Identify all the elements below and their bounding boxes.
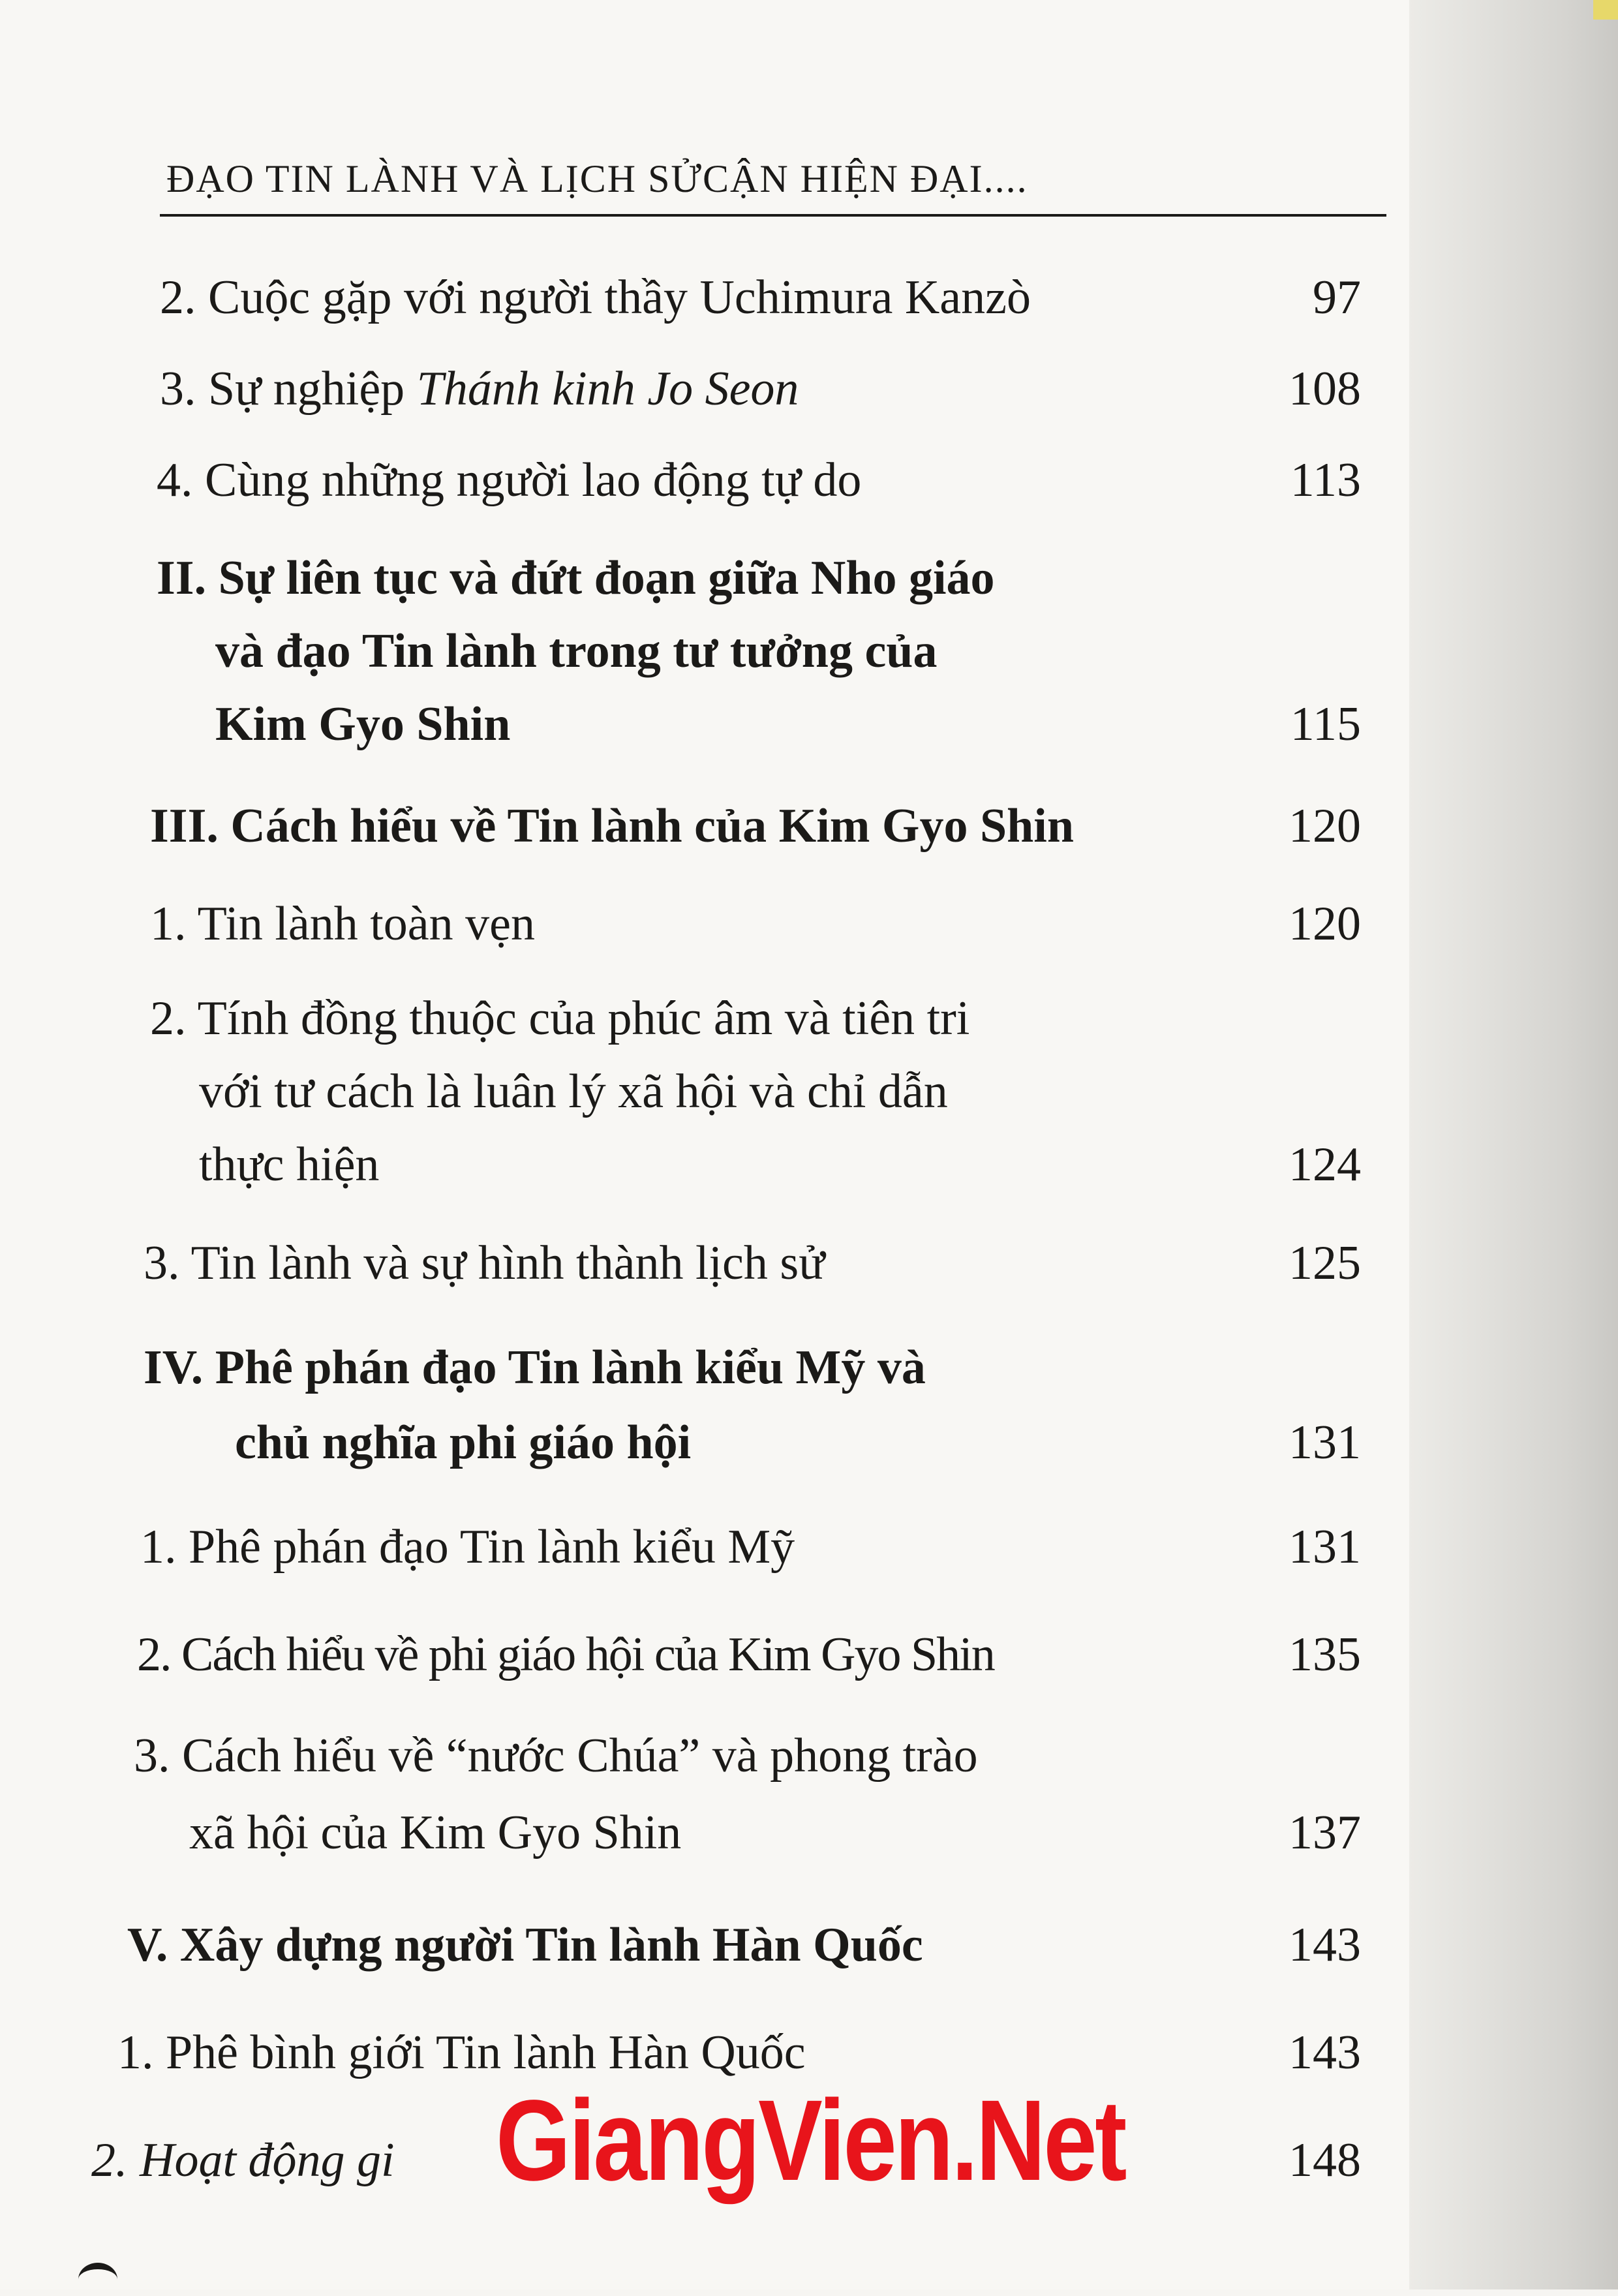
toc-entry-page: 143 [1289, 1918, 1361, 1972]
toc-entry-title: IV. Phê phán đạo Tin lành kiểu Mỹ và [144, 1341, 926, 1394]
toc-entry-page: 113 [1290, 453, 1361, 507]
toc-entry-page: 148 [1289, 2134, 1361, 2187]
toc-entry-title-cont: và đạo Tin lành trong tư tưởng của [215, 624, 938, 678]
toc-entry-page: 131 [1289, 1520, 1361, 1574]
toc-entry-title-cont: chủ nghĩa phi giáo hội [235, 1416, 692, 1469]
toc-entry-title-cont: Kim Gyo Shin [215, 697, 511, 751]
toc-entry-page: 131 [1289, 1416, 1361, 1469]
running-header: ĐẠO TIN LÀNH VÀ LỊCH SỬCẬN HIỆN ĐẠI.... [166, 157, 1028, 200]
header-rule [160, 214, 1386, 217]
book-gutter [1409, 0, 1618, 2289]
toc-entry-page: 120 [1289, 897, 1361, 951]
toc-entry-title: II. Sự liên tục và đứt đoạn giữa Nho giáo [157, 551, 995, 605]
toc-entry-page: 108 [1289, 362, 1361, 416]
toc-entry-page: 125 [1289, 1236, 1361, 1290]
toc-entry-title: 1. Phê phán đạo Tin lành kiểu Mỹ [140, 1520, 795, 1574]
toc-entry-title: 1. Tin lành toàn vẹn [150, 897, 535, 951]
gutter-color-mark [1593, 0, 1618, 20]
toc-entry-title-cont: với tư cách là luân lý xã hội và chỉ dẫn [199, 1065, 948, 1118]
toc-entry-page: 135 [1289, 1628, 1361, 1681]
toc-entry-title-italic: Thánh kinh Jo Seon [416, 362, 799, 416]
toc-entry-page: 137 [1289, 1806, 1361, 1860]
toc-entry-page: 120 [1289, 799, 1361, 853]
toc-entry-page: 124 [1289, 1138, 1361, 1191]
toc-entry-title: 2. Cuộc gặp với người thầy Uchimura Kanzò [160, 271, 1031, 324]
toc-entry-page: 97 [1313, 271, 1361, 324]
toc-entry-page: 143 [1289, 2026, 1361, 2079]
toc-entry-title: 2. Tính đồng thuộc của phúc âm và tiên tri [150, 992, 970, 1045]
toc-entry-title: 3. Cách hiểu về “nước Chúa” và phong trào [134, 1729, 978, 1783]
toc-entry-title-cont: thực hiện [199, 1138, 380, 1191]
toc-entry-title: V. Xây dựng người Tin lành Hàn Quốc [127, 1918, 923, 1972]
toc-entry-title: 2. Cách hiểu về phi giáo hội của Kim Gyo Shin [137, 1628, 994, 1681]
toc-entry-title: 1. Phê bình giới Tin lành Hàn Quốc [117, 2026, 806, 2079]
toc-entry-title: 3. Tin lành và sự hình thành lịch sử [144, 1236, 825, 1290]
folio-fragment [78, 2263, 117, 2296]
toc-entry-title: III. Cách hiểu về Tin lành của Kim Gyo Shin [150, 799, 1075, 853]
toc-entry-title: 2. Hoạt động gi [91, 2134, 395, 2187]
toc-entry-title-cont: xã hội của Kim Gyo Shin [189, 1806, 682, 1860]
watermark-logo: GiangVien.Net [496, 2077, 1125, 2205]
toc-entry-title: 3. Sự nghiệp Thánh kinh Jo Seon [160, 362, 799, 416]
toc-entry-page: 115 [1290, 697, 1361, 751]
toc-entry-title: 4. Cùng những người lao động tự do [157, 453, 862, 507]
